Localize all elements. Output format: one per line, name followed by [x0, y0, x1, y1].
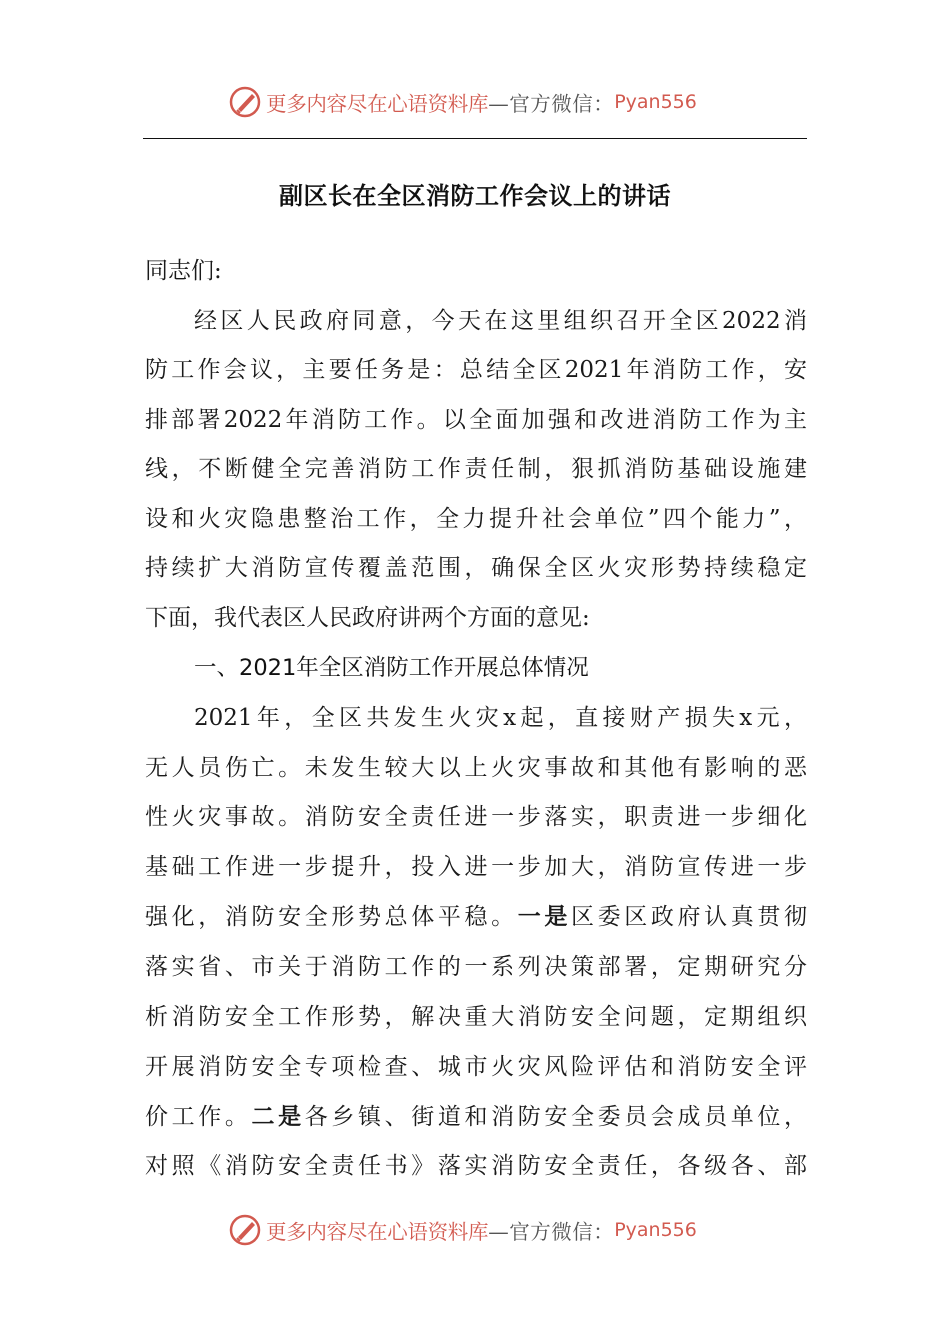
body-line-5-text-b: 区委区政府认真贯彻 [571, 904, 807, 930]
banner-official-label: —官方微信： [488, 92, 615, 116]
document-title: 副区长在全区消防工作会议上的讲话 [279, 182, 671, 210]
section-heading-1: 一、2021年全区消防工作开展总体情况 [194, 655, 589, 681]
body-line-1: 2021年，全区共发生火灾x起，直接财产损失x元， [194, 705, 807, 731]
watermark-banner-bottom [228, 1210, 697, 1250]
body-line-3: 性火灾事故。消防安全责任进一步落实，职责进一步细化 [145, 804, 807, 830]
body-line-7: 析消防安全工作形势，解决重大消防安全问题，定期组织 [145, 1004, 807, 1030]
body-line-9-text-b: 各乡镇、街道和消防安全委员会成员单位， [304, 1104, 807, 1130]
intro-line-5: 设和火灾隐患整治工作，全力提升社会单位”四个能力”， [145, 506, 807, 532]
body-line-10: 对照《消防安全责任书》落实消防安全责任，各级各、部 [145, 1153, 807, 1179]
body-line-9-text-a: 价工作。 [145, 1104, 252, 1130]
pen-logo-icon [228, 85, 262, 119]
intro-line-6: 持续扩大消防宣传覆盖范围，确保全区火灾形势持续稳定 [145, 555, 807, 581]
body-line-8: 开展消防安全专项检查、城市火灾风险评估和消防安全评 [145, 1054, 807, 1080]
salutation: 同志们: [145, 258, 222, 284]
banner-site-name: 更多内容尽在心语资料库 [266, 92, 489, 116]
intro-line-3: 排部署2022年消防工作。以全面加强和改进消防工作为主 [145, 407, 807, 433]
banner-handle: Pyan556 [614, 1219, 697, 1241]
body-line-9 [145, 1100, 807, 1134]
body-line-5 [145, 900, 807, 934]
intro-line-7: 下面，我代表区人民政府讲两个方面的意见: [145, 605, 590, 631]
body-line-6: 落实省、市关于消防工作的一系列决策部署，定期研究分 [145, 954, 807, 980]
intro-line-1: 经区人民政府同意，今天在这里组织召开全区2022消 [194, 308, 807, 334]
banner-handle: Pyan556 [614, 91, 697, 113]
watermark-banner-top [228, 82, 697, 122]
banner-site-name: 更多内容尽在心语资料库 [266, 1220, 489, 1244]
intro-line-2: 防工作会议，主要任务是：总结全区2021年消防工作，安 [145, 357, 807, 383]
header-divider [143, 138, 807, 139]
body-line-2: 无人员伤亡。未发生较大以上火灾事故和其他有影响的恶 [145, 755, 807, 781]
banner-official-label: —官方微信： [488, 1220, 615, 1244]
body-line-5-text-a: 强化，消防安全形势总体平稳。 [145, 904, 518, 930]
pen-logo-icon [228, 1213, 262, 1247]
point-two-label: 二是 [251, 1104, 305, 1130]
point-one-label: 一是 [517, 904, 571, 930]
body-line-4: 基础工作进一步提升，投入进一步加大，消防宣传进一步 [145, 854, 807, 880]
intro-line-4: 线，不断健全完善消防工作责任制，狠抓消防基础设施建 [145, 456, 807, 482]
